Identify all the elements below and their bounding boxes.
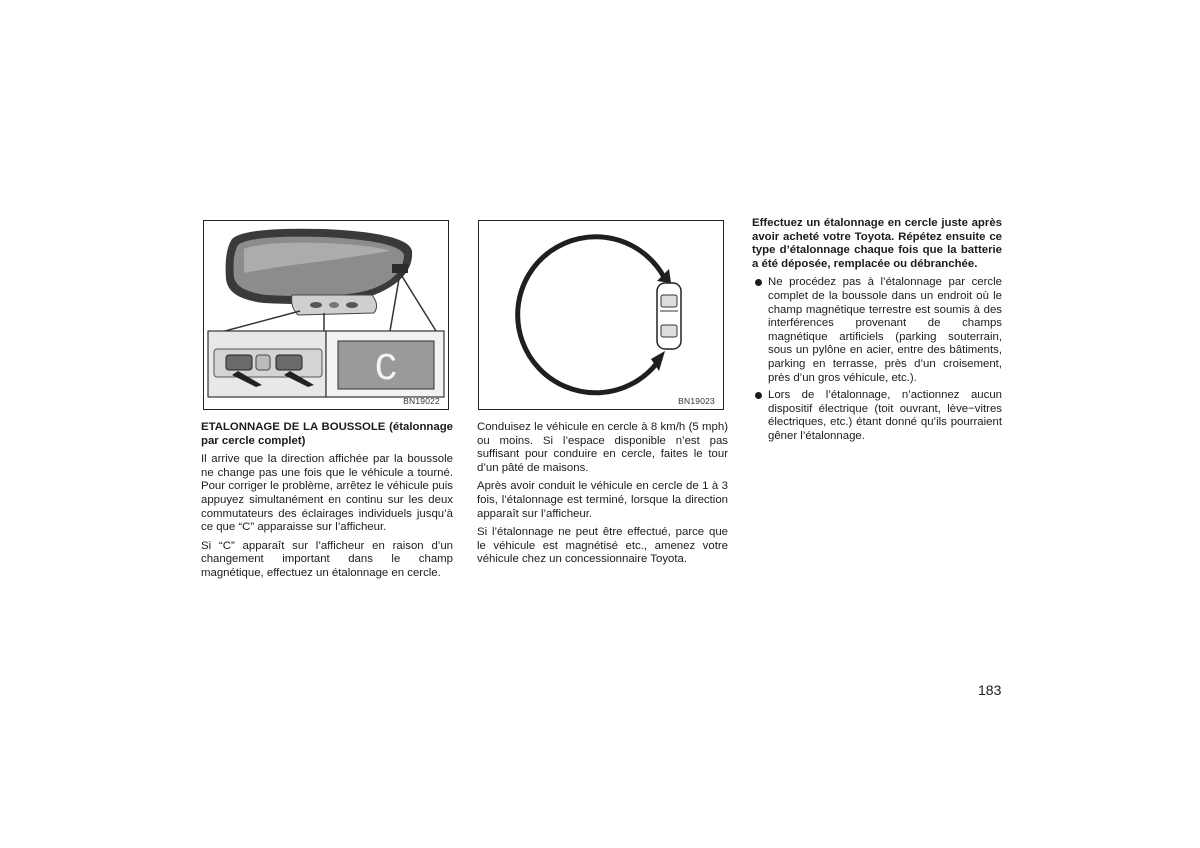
text-column-1: [201, 421, 453, 586]
bullet-list: [752, 276, 1002, 443]
figure-code: BN19022: [403, 396, 440, 406]
mirror-illustration: [204, 221, 449, 410]
mirror-figure: [203, 220, 449, 410]
circle-path-illustration: [479, 221, 724, 410]
figure-code: BN19023: [678, 396, 715, 406]
page-number: 183: [978, 682, 1002, 698]
paragraph: Après avoir conduit le véhicule en cercle de 1 à 3 fois, l’étalonnage est terminé, lorsque la direction apparaît sur l’afficheur.: [477, 480, 728, 520]
paragraph: Si l’étalonnage ne peut être effectué, parce que le véhicule est magnétisé etc., amenez votre véhicule chez un concessionnaire Toyota.: [477, 526, 728, 566]
display-character: C: [374, 348, 398, 391]
text-column-3: [752, 217, 1002, 448]
list-item: [752, 389, 1002, 443]
paragraph: Conduisez le véhicule en cercle à 8 km/h (5 mph) ou moins. Si l’espace disponible n’est pas suffisant pour conduire en cercle, faites le tour d’un pâté de maisons.: [477, 421, 728, 474]
car-icon: [657, 283, 681, 349]
circle-figure: [478, 220, 724, 410]
bullet-icon: [755, 279, 762, 286]
section-heading: ETALONNAGE DE LA BOUSSOLE (étalonnage par cercle complet): [201, 421, 453, 447]
paragraph: Il arrive que la direction affichée par la boussole ne change pas une fois que le véhicule a tourné. Pour corriger le problème, arrêtez le véhicule puis appuyez simultanément en continu sur les deux commutateurs des éclairages individuels jusqu’à ce que “C” apparaisse sur l’afficheur.: [201, 453, 453, 534]
paragraph: Si “C” apparaît sur l’afficheur en raison d’un changement important dans le champ magnétique, effectuez un étalonnage en cercle.: [201, 539, 453, 579]
list-item-text: Ne procédez pas à l’étalonnage par cercle complet de la boussole dans un endroit où le champ magnétique terrestre est soumis à des interférences provenant de champs magnétique artificiels (parking souterrain, sous un pylône en acier, entre des bâtiments, parking en terrasse, près d’un croisement, près d’un gros véhicule, etc.).: [768, 276, 1002, 384]
bullet-icon: [755, 392, 762, 399]
text-column-2: [477, 421, 728, 572]
bold-intro: Effectuez un étalonnage en cercle juste après avoir acheté votre Toyota. Répétez ensuite ce type d’étalonnage chaque fois que la batterie a été déposée, remplacée ou débranchée.: [752, 217, 1002, 270]
list-item: [752, 276, 1002, 385]
list-item-text: Lors de l’étalonnage, n’actionnez aucun dispositif électrique (toit ouvrant, lève−vitres électriques, etc.) étant donné qu’ils pourraient gêner l’étalonnage.: [768, 389, 1002, 442]
